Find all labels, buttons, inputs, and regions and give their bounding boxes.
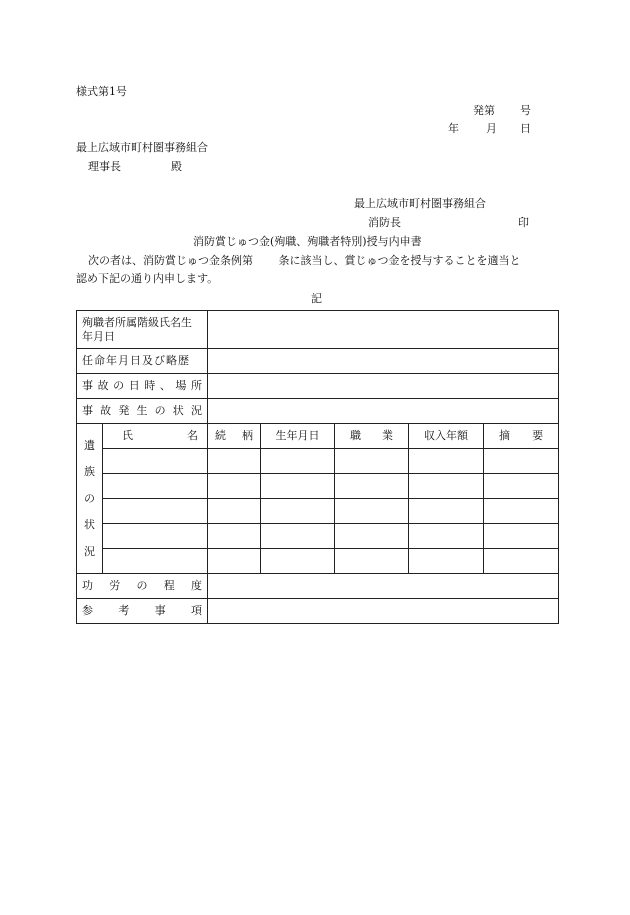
label-char: 要 — [532, 429, 544, 442]
table-row — [77, 399, 559, 424]
label-char: 状 — [172, 404, 184, 417]
family-cell[interactable] — [409, 524, 484, 549]
family-cell[interactable] — [484, 524, 559, 549]
label-char: 況 — [84, 544, 95, 558]
label-char: 生 — [136, 404, 148, 417]
family-cell[interactable] — [335, 449, 409, 474]
header-name-text — [108, 429, 202, 443]
family-cell[interactable] — [208, 549, 261, 574]
family-cell[interactable] — [261, 549, 335, 574]
family-cell[interactable] — [484, 474, 559, 499]
label-char: 事 — [154, 604, 166, 617]
incident-label — [82, 379, 202, 393]
table-row — [77, 349, 559, 374]
sender-title: 消防長 — [368, 216, 401, 229]
merit-value-cell[interactable] — [208, 574, 559, 599]
document-title: 消防賞じゅつ金(殉職、殉職者特別)授与内申書 — [193, 235, 422, 248]
family-cell[interactable] — [335, 474, 409, 499]
family-cell[interactable] — [208, 449, 261, 474]
reference-label — [82, 604, 202, 618]
deceased-value-cell[interactable] — [208, 311, 559, 349]
family-cell[interactable] — [335, 549, 409, 574]
label-char: 場 — [175, 379, 187, 392]
family-cell[interactable] — [335, 499, 409, 524]
label-char: 事 — [82, 404, 93, 417]
family-cell[interactable] — [409, 499, 484, 524]
ki-heading: 記 — [311, 292, 322, 305]
label-char: 業 — [382, 429, 393, 442]
family-cell[interactable] — [103, 474, 208, 499]
sender-org: 最上広域市町村圏事務組合 — [354, 197, 486, 210]
label-char: 状 — [84, 518, 95, 531]
label-char: 摘 — [499, 429, 510, 442]
situation-label-cell — [77, 399, 208, 424]
family-cell[interactable] — [484, 549, 559, 574]
family-header-occupation — [335, 424, 409, 449]
issue-number — [473, 104, 531, 118]
label-char: の — [136, 579, 148, 592]
label-char: 所 — [190, 379, 202, 392]
recipient-org: 最上広域市町村圏事務組合 — [76, 141, 208, 154]
family-row — [77, 499, 559, 524]
label-char: 功 — [82, 579, 93, 592]
merit-label-cell — [77, 574, 208, 599]
family-cell[interactable] — [335, 524, 409, 549]
table-row — [77, 599, 559, 624]
reference-value-cell[interactable] — [208, 599, 559, 624]
deceased-label-cell — [77, 311, 208, 349]
label-char: 事 — [82, 379, 93, 392]
family-cell[interactable] — [103, 524, 208, 549]
label-char: 労 — [109, 579, 121, 592]
family-header-income: 収入年額 — [409, 424, 484, 449]
label-char: 氏 — [122, 429, 133, 442]
application-table — [76, 310, 559, 624]
body-line-1 — [88, 254, 521, 268]
family-label — [77, 439, 102, 559]
reference-label-cell — [77, 599, 208, 624]
family-cell[interactable] — [484, 449, 559, 474]
family-cell[interactable] — [261, 449, 335, 474]
date-month: 月 — [486, 122, 497, 135]
appointment-label-cell — [77, 349, 208, 374]
family-row — [77, 524, 559, 549]
seal-mark: 印 — [518, 216, 529, 229]
label-char: 項 — [190, 604, 202, 617]
label-char: 程 — [163, 579, 175, 592]
merit-label — [82, 579, 202, 593]
family-cell[interactable] — [208, 499, 261, 524]
incident-label-cell — [77, 374, 208, 399]
deceased-label: 殉職者所属階級氏名生年月日 — [82, 315, 192, 343]
table-row — [77, 311, 559, 349]
label-char: 参 — [82, 604, 93, 617]
situation-value-cell[interactable] — [208, 399, 559, 424]
family-header-birthdate: 生年月日 — [261, 424, 335, 449]
family-cell[interactable] — [261, 499, 335, 524]
header-relation-text — [213, 429, 255, 443]
family-label-cell — [77, 424, 103, 574]
label-char: 柄 — [242, 429, 253, 442]
body-line-2: 認め下記の通り内申します。 — [76, 272, 219, 285]
label-char: 況 — [190, 404, 202, 417]
family-header-name — [103, 424, 208, 449]
family-cell[interactable] — [103, 499, 208, 524]
family-cell[interactable] — [103, 549, 208, 574]
family-cell[interactable] — [103, 449, 208, 474]
recipient-title: 理事長 — [88, 160, 121, 173]
label-char: 故 — [97, 379, 109, 392]
recipient-honorific: 殿 — [171, 160, 182, 173]
body-line-1b: 条に該当し、賞じゅつ金を授与することを適当と — [278, 254, 521, 267]
label-char: 遺 — [84, 438, 95, 452]
family-cell[interactable] — [261, 474, 335, 499]
family-row — [77, 474, 559, 499]
label-char: 発 — [118, 404, 130, 417]
header-remarks-text — [489, 429, 553, 443]
family-cell[interactable] — [409, 449, 484, 474]
issue-suffix: 号 — [520, 104, 531, 117]
incident-value-cell[interactable] — [208, 374, 559, 399]
label-char: 、 — [159, 379, 171, 392]
family-header-relation — [208, 424, 261, 449]
label-char: の — [84, 491, 95, 505]
label-char: 日 — [128, 379, 140, 392]
date-year: 年 — [448, 122, 459, 135]
family-row — [77, 549, 559, 574]
label-char: 職 — [350, 429, 361, 442]
label-char: 族 — [84, 465, 95, 478]
family-cell[interactable] — [208, 474, 261, 499]
label-char: 故 — [100, 404, 112, 417]
label-char: の — [113, 379, 125, 392]
date-day: 日 — [520, 122, 531, 135]
family-header-remarks — [484, 424, 559, 449]
family-cell[interactable] — [261, 524, 335, 549]
family-cell[interactable] — [208, 524, 261, 549]
label-char: の — [154, 404, 166, 417]
family-cell[interactable] — [409, 474, 484, 499]
label-char: 続 — [215, 429, 226, 442]
label-char: 考 — [118, 604, 130, 617]
table-row — [77, 424, 559, 449]
label-char: 時 — [144, 379, 156, 392]
issue-prefix: 発第 — [473, 104, 495, 117]
label-char: 名 — [187, 429, 198, 442]
family-cell[interactable] — [409, 549, 484, 574]
appointment-value-cell[interactable] — [208, 349, 559, 374]
situation-label — [82, 404, 202, 418]
table-row — [77, 574, 559, 599]
appointment-label: 任命年月日及び略歴 — [82, 354, 190, 367]
header-occupation-text — [340, 429, 403, 443]
form-number: 様式第1号 — [76, 85, 127, 98]
family-row — [77, 449, 559, 474]
label-char: 度 — [191, 579, 202, 592]
family-cell[interactable] — [484, 499, 559, 524]
body-line-1a: 次の者は、消防賞じゅつ金条例第 — [88, 254, 253, 267]
table-row — [77, 374, 559, 399]
